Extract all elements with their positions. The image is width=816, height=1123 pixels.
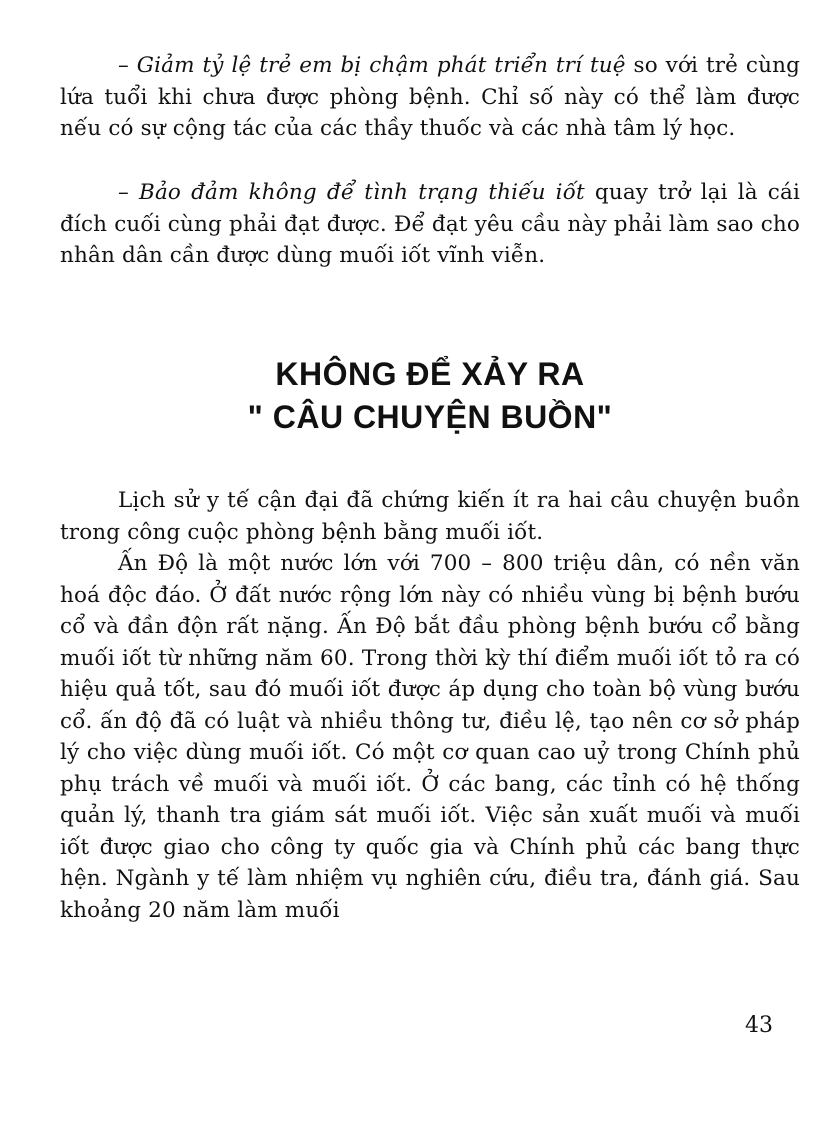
paragraph-intro: Lịch sử y tế cận đại đã chứng kiến ít ra hai câu chuyện buồn trong công cuộc phòng bệnh bằng muối iốt. — [60, 488, 800, 545]
italic-phrase: Giảm tỷ lệ trẻ em bị chậm phát triển trí tuệ — [136, 53, 626, 78]
dash: – — [118, 180, 139, 205]
paragraph-text: so với trẻ cùng lứa tuổi khi chưa được phòng bệnh. Chỉ số này có thể làm được nếu có sự cộng tác của các thầy thuốc và các nhà tâm lý học. — [60, 53, 800, 141]
page-number: 43 — [745, 1013, 773, 1038]
dash: – — [118, 53, 137, 78]
section-heading-line1: KHÔNG ĐỂ XẢY RA — [275, 356, 585, 392]
paragraph-goal-sustain — [60, 177, 800, 272]
italic-phrase: Bảo đảm không để tình trạng thiếu iốt — [139, 180, 585, 205]
paragraph-goal-intellect — [60, 50, 800, 145]
paragraph-text: quay trở lại là cái đích cuối cùng phải đạt được. Để đạt yêu cầu này phải làm sao cho nhân dân cần được dùng muối iốt vĩnh viễn. — [60, 180, 800, 268]
section-heading-line2: " CÂU CHUYỆN BUỒN" — [247, 399, 613, 435]
paragraph-india: Ấn Độ là một nước lớn với 700 – 800 triệu dân, có nền văn hoá độc đáo. Ở đất nước rộng lớn này có nhiều vùng bị bệnh bướu cổ và đần độn rất nặng. Ấn Độ bắt đầu phòng bệnh bướu cổ bằng muối iốt từ những năm 60. Trong thời kỳ thí điểm muối iốt tỏ ra có hiệu quả tốt, sau đó muối iốt được áp dụng cho toàn bộ vùng bướu cổ. ấn độ đã có luật và nhiều thông tư, điều lệ, tạo nên cơ sở pháp lý cho việc dùng muối iốt. Có một cơ quan cao uỷ trong Chính phủ phụ trách về muối và muối iốt. Ở các bang, các tỉnh có hệ thống quản lý, thanh tra giám sát muối iốt. Việc sản xuất muối và muối iốt được giao cho công ty quốc gia và Chính phủ các bang thực hện. Ngành y tế làm nhiệm vụ nghiên cứu, điều tra, đánh giá. Sau khoảng 20 năm làm muối — [60, 551, 800, 923]
